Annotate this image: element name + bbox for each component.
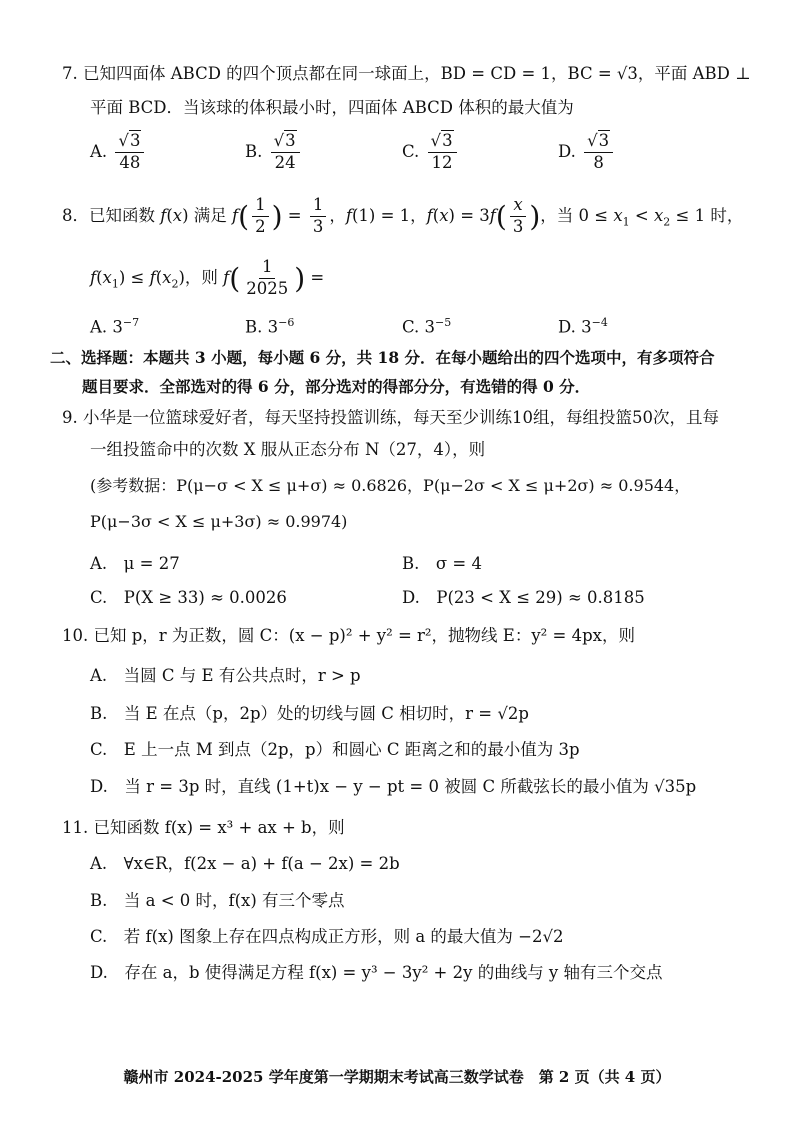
q9-reference-line2: P(μ−3σ < X ≤ μ+3σ) ≈ 0.9974) (90, 512, 348, 531)
section2-header-line2: 题目要求．全部选对的得 6 分，部分选对的得部分分，有选错的得 0 分． (82, 377, 591, 396)
q7-option-a: A. $\frac{√3}{48}$ (90, 132, 147, 173)
q9-option-b: B. σ = 4 (402, 554, 482, 573)
q8-stem-line2: $f(x_1) \le f(x_2)$，则 f( $\frac{1}{2025}$ ) = (90, 257, 325, 298)
q9-option-a: A. μ = 27 (90, 554, 180, 573)
q7-stem-line2: 平面 BCD．当该球的体积最小时，四面体 ABCD 体积的最大值为 (90, 98, 574, 117)
q8-option-a: A. $3^{-7}$ (90, 316, 140, 337)
q10-option-a: A. 当圆 C 与 E 有公共点时，r > p (90, 666, 361, 685)
q8-option-d: D. $3^{-4}$ (558, 316, 608, 337)
q11-stem: 11. 已知函数 f(x) = x³ + ax + b，则 (62, 818, 345, 837)
q8-option-b: B. $3^{-6}$ (245, 316, 295, 337)
section2-header-line1: 二、选择题：本题共 3 小题，每小题 6 分，共 18 分．在每小题给出的四个选项中，有多项符合 (50, 348, 715, 367)
q10-option-d: D. 当 r = 3p 时，直线 (1+t)x − y − pt = 0 被圆 C 所截弦长的最小值为 √35p (90, 777, 697, 796)
q9-stem-line2: 一组投篮命中的次数 X 服从正态分布 N（27，4），则 (90, 440, 486, 459)
q9-option-d: D. P(23 < X ≤ 29) ≈ 0.8185 (402, 588, 645, 607)
q7-option-b: B. $\frac{√3}{24}$ (245, 132, 303, 173)
q7-stem-line1: 7. 已知四面体 ABCD 的四个顶点都在同一球面上，BD = CD = 1，BC = √3，平面 ABD ⊥ (62, 64, 751, 83)
q11-option-b: B. 当 a < 0 时，f(x) 有三个零点 (90, 891, 345, 910)
q9-option-c: C. P(X ≥ 33) ≈ 0.0026 (90, 588, 287, 607)
q8-stem-line1: 8．已知函数 f(x) 满足 f( $\frac{1}{2}$ ) = $\frac{1}{3}$ ，f(1) = 1，f(x) = 3f( $\frac{x}{3}$ )，当 $0 \le x_1 < x_2 \le 1$ 时， (62, 195, 744, 236)
q7-option-c: C. $\frac{√3}{12}$ (402, 132, 460, 173)
q8-option-c: C. $3^{-5}$ (402, 316, 452, 337)
q9-reference-line1: (参考数据：P(μ−σ < X ≤ μ+σ) ≈ 0.6826，P(μ−2σ < X ≤ μ+2σ) ≈ 0.9544， (90, 476, 691, 495)
q11-option-a: A. ∀x∈R，f(2x − a) + f(a − 2x) = 2b (90, 854, 400, 873)
q10-option-c: C. E 上一点 M 到点（2p，p）和圆心 C 距离之和的最小值为 3p (90, 740, 580, 759)
page-footer: 赣州市 2024-2025 学年度第一学期期末考试高三数学试卷 第 2 页（共 4 页） (123, 1068, 671, 1086)
q9-stem-line1: 9. 小华是一位篮球爱好者，每天坚持投篮训练，每天至少训练10组，每组投篮50次，且每 (62, 408, 719, 427)
q7-option-d: D. $\frac{√3}{8}$ (558, 132, 616, 173)
q10-option-b: B. 当 E 在点（p，2p）处的切线与圆 C 相切时，r = √2p (90, 704, 529, 723)
q10-stem: 10. 已知 p，r 为正数，圆 C：(x − p)² + y² = r²，抛物线 E：y² = 4px，则 (62, 626, 635, 645)
q11-option-d: D. 存在 a，b 使得满足方程 f(x) = y³ − 3y² + 2y 的曲线与 y 轴有三个交点 (90, 963, 663, 982)
q11-option-c: C. 若 f(x) 图象上存在四点构成正方形，则 a 的最大值为 −2√2 (90, 927, 564, 946)
